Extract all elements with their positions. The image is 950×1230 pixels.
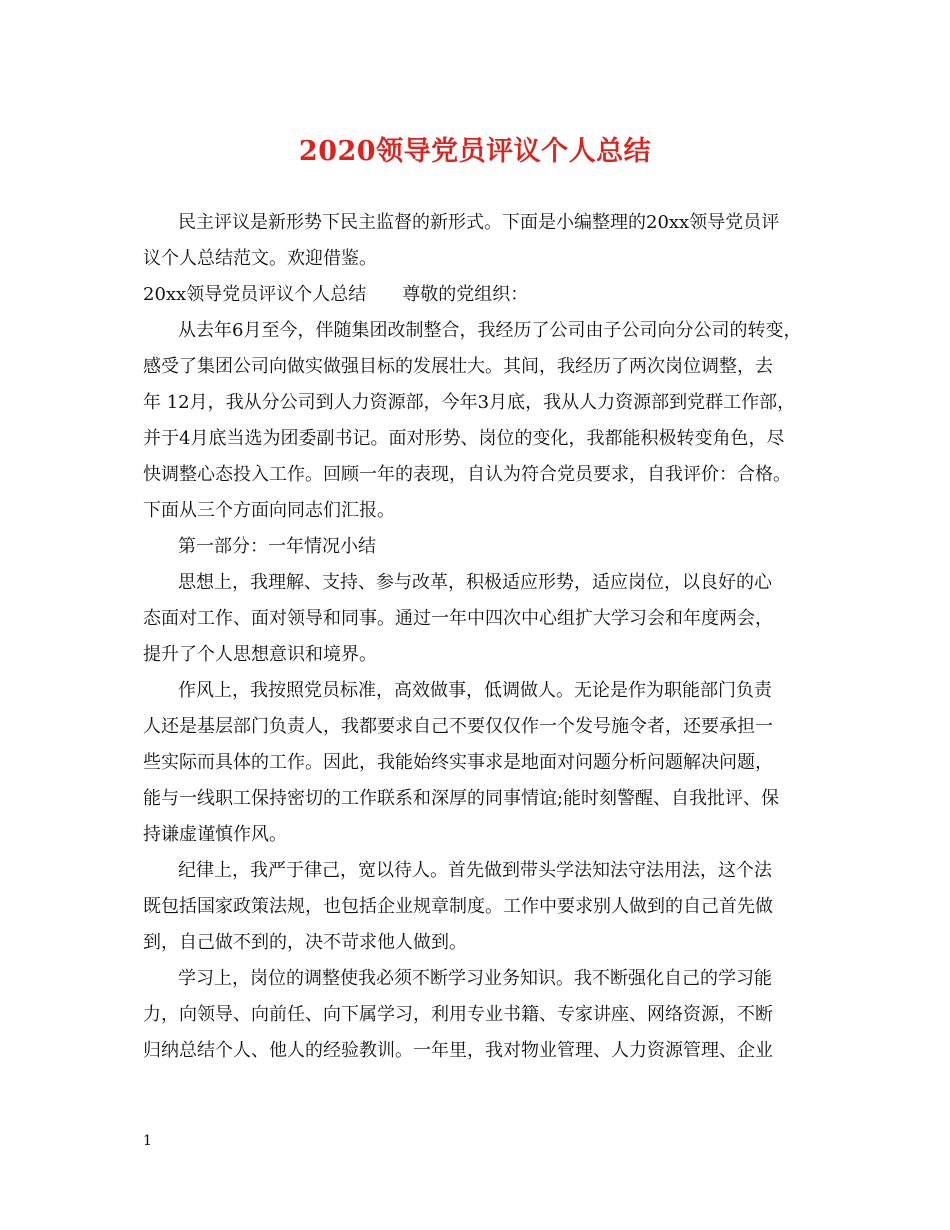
- paragraph-line: 持谦虚谨慎作风。: [143, 824, 287, 845]
- paragraph-line: 既包括国家政策法规，也包括企业规章制度。工作中要求别人做到的自己首先做: [143, 896, 773, 917]
- paragraph-line: 年 12月，我从分公司到人力资源部，今年3月底，我从人力资源部到党群工作部，: [143, 392, 796, 413]
- paragraph-line: 到，自己做不到的，决不苛求他人做到。: [143, 932, 467, 953]
- paragraph-line: 思想上，我理解、支持、参与改革，积极适应形势，适应岗位，以良好的心: [178, 572, 772, 593]
- salutation: 尊敬的党组织：: [402, 284, 529, 305]
- paragraph-line: 议个人总结范文。欢迎借鉴。: [143, 248, 377, 269]
- paragraph-line: 并于4月底当选为团委副书记。面对形势、岗位的变化，我都能积极转变角色，尽: [143, 428, 785, 449]
- paragraph-line: 态面对工作、面对领导和同事。通过一年中四次中心组扩大学习会和年度两会，: [143, 608, 773, 629]
- paragraph-line: 归纳总结个人、他人的经验教训。一年里，我对物业管理、人力资源管理、企业: [143, 1040, 773, 1061]
- paragraph-line: 些实际而具体的工作。因此，我能始终实事求是地面对问题分析问题解决问题，: [143, 752, 773, 773]
- paragraph-line: 学习上，岗位的调整使我必须不断学习业务知识。我不断强化自己的学习能: [178, 968, 772, 989]
- page-number: 1: [143, 1133, 152, 1149]
- paragraph-line: 下面从三个方面向同志们汇报。: [143, 500, 395, 521]
- paragraph-line: 民主评议是新形势下民主监督的新形式。下面是小编整理的20xx领导党员评: [178, 212, 780, 233]
- paragraph-line: 感受了集团公司向做实做强目标的发展壮大。其间，我经历了两次岗位调整，去: [143, 356, 773, 377]
- paragraph-line: 力，向领导、向前任、向下属学习，利用专业书籍、专家讲座、网络资源，不断: [143, 1004, 773, 1025]
- paragraph-line: 作风上，我按照党员标准，高效做事，低调做人。无论是作为职能部门负责: [178, 680, 772, 701]
- subtitle: 20xx领导党员评议个人总结: [143, 284, 367, 305]
- paragraph-line: 人还是基层部门负责人，我都要求自己不要仅仅作一个发号施令者，还要承担一: [143, 716, 773, 737]
- paragraph-line: 快调整心态投入工作。回顾一年的表现，自认为符合党员要求，自我评价：合格。: [143, 464, 791, 485]
- section-heading: 第一部分：一年情况小结: [178, 536, 376, 557]
- paragraph-line: 从去年6月至今，伴随集团改制整合，我经历了公司由子公司向分公司的转变，: [178, 320, 802, 341]
- paragraph-line: 提升了个人思想意识和境界。: [143, 644, 377, 665]
- document-title: 2020领导党员评议个人总结: [298, 136, 652, 167]
- paragraph-line: [143, 282, 528, 308]
- paragraph-line: 纪律上，我严于律己，宽以待人。首先做到带头学法知法守法用法，这个法: [178, 860, 772, 881]
- paragraph-line: 能与一线职工保持密切的工作联系和深厚的同事情谊;能时刻警醒、自我批评、保: [143, 788, 780, 809]
